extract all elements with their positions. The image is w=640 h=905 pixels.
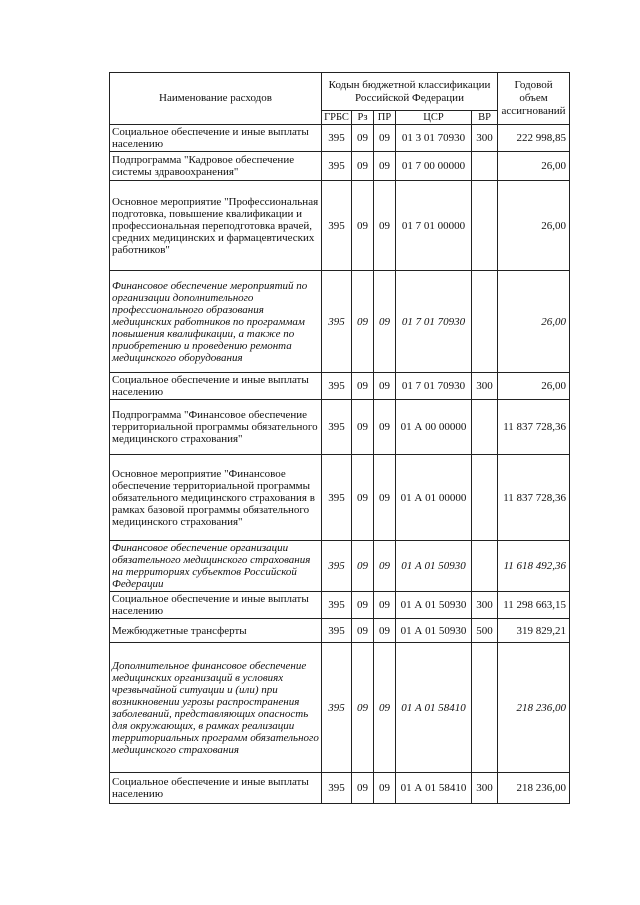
cell-vr (472, 181, 498, 271)
cell-pr: 09 (374, 773, 396, 804)
table-row (110, 541, 570, 592)
cell-vr (472, 400, 498, 455)
cell-amount: 218 236,00 (498, 643, 570, 773)
cell-csr: 01 7 00 00000 (396, 152, 472, 181)
cell-vr: 300 (472, 125, 498, 152)
cell-csr: 01 7 01 00000 (396, 181, 472, 271)
cell-pr: 09 (374, 643, 396, 773)
cell-grbs: 395 (322, 125, 352, 152)
table-row (110, 271, 570, 373)
table-row (110, 592, 570, 619)
cell-grbs: 395 (322, 773, 352, 804)
cell-amount: 26,00 (498, 152, 570, 181)
cell-rz: 09 (352, 773, 374, 804)
header-codes: Кодын бюджетной классификации Российской Федерации (322, 73, 498, 111)
cell-rz: 09 (352, 400, 374, 455)
cell-vr (472, 643, 498, 773)
cell-amount: 11 837 728,36 (498, 400, 570, 455)
cell-name: Подпрограмма "Кадровое обеспечение системы здравоохранения" (110, 152, 322, 181)
cell-name: Социальное обеспечение и иные выплаты населению (110, 373, 322, 400)
table-row (110, 400, 570, 455)
cell-grbs: 395 (322, 541, 352, 592)
cell-rz: 09 (352, 373, 374, 400)
cell-name: Социальное обеспечение и иные выплаты населению (110, 592, 322, 619)
header-pr: ПР (374, 111, 396, 125)
cell-rz: 09 (352, 541, 374, 592)
cell-name: Финансовое обеспечение организации обязательного медицинского страхования на территориях субъектов Российской Федерации (110, 541, 322, 592)
cell-rz: 09 (352, 125, 374, 152)
header-row (110, 73, 570, 111)
cell-pr: 09 (374, 152, 396, 181)
cell-pr: 09 (374, 271, 396, 373)
cell-amount: 26,00 (498, 373, 570, 400)
cell-grbs: 395 (322, 181, 352, 271)
header-vr: ВР (472, 111, 498, 125)
cell-rz: 09 (352, 592, 374, 619)
cell-name: Основное мероприятие "Финансовое обеспечение территориальной программы обязательного медицинского страхования в рамках базовой программы обязательного медицинского страхования" (110, 455, 322, 541)
header-csr: ЦСР (396, 111, 472, 125)
cell-vr: 500 (472, 619, 498, 643)
header-volume: Годовой объем ассигнований (498, 73, 570, 125)
cell-amount: 26,00 (498, 271, 570, 373)
cell-rz: 09 (352, 152, 374, 181)
cell-name: Финансовое обеспечение мероприятий по организации дополнительного профессионального образования медицинских работников по программам повышения квалификации, а также по приобретению и проведению ремонта медицинского оборудования (110, 271, 322, 373)
cell-grbs: 395 (322, 619, 352, 643)
cell-csr: 01 3 01 70930 (396, 125, 472, 152)
table-row (110, 125, 570, 152)
table-row (110, 373, 570, 400)
cell-vr (472, 541, 498, 592)
cell-vr (472, 271, 498, 373)
cell-amount: 222 998,85 (498, 125, 570, 152)
cell-amount: 11 618 492,36 (498, 541, 570, 592)
cell-csr: 01 А 01 58410 (396, 643, 472, 773)
cell-pr: 09 (374, 592, 396, 619)
cell-grbs: 395 (322, 373, 352, 400)
cell-csr: 01 А 01 00000 (396, 455, 472, 541)
table-row (110, 152, 570, 181)
table-row (110, 181, 570, 271)
cell-rz: 09 (352, 181, 374, 271)
cell-amount: 26,00 (498, 181, 570, 271)
cell-grbs: 395 (322, 643, 352, 773)
cell-rz: 09 (352, 455, 374, 541)
cell-grbs: 395 (322, 592, 352, 619)
cell-rz: 09 (352, 643, 374, 773)
cell-rz: 09 (352, 271, 374, 373)
cell-pr: 09 (374, 125, 396, 152)
cell-vr (472, 455, 498, 541)
cell-csr: 01 А 01 50930 (396, 619, 472, 643)
cell-name: Межбюджетные трансферты (110, 619, 322, 643)
cell-pr: 09 (374, 619, 396, 643)
header-rz: Рз (352, 111, 374, 125)
table-row (110, 619, 570, 643)
cell-csr: 01 А 01 50930 (396, 541, 472, 592)
cell-rz: 09 (352, 619, 374, 643)
cell-pr: 09 (374, 400, 396, 455)
cell-name: Основное мероприятие "Профессиональная подготовка, повышение квалификации и профессиональная переподготовка врачей, средних медицинских и фармацевтических работников" (110, 181, 322, 271)
cell-vr: 300 (472, 773, 498, 804)
cell-csr: 01 А 01 50930 (396, 592, 472, 619)
cell-name: Социальное обеспечение и иные выплаты населению (110, 773, 322, 804)
cell-vr: 300 (472, 592, 498, 619)
cell-amount: 11 837 728,36 (498, 455, 570, 541)
cell-csr: 01 А 00 00000 (396, 400, 472, 455)
cell-name: Социальное обеспечение и иные выплаты населению (110, 125, 322, 152)
cell-grbs: 395 (322, 152, 352, 181)
header-name: Наименование расходов (110, 73, 322, 125)
cell-pr: 09 (374, 455, 396, 541)
cell-grbs: 395 (322, 271, 352, 373)
cell-pr: 09 (374, 373, 396, 400)
cell-grbs: 395 (322, 400, 352, 455)
table-row (110, 455, 570, 541)
cell-csr: 01 7 01 70930 (396, 373, 472, 400)
cell-grbs: 395 (322, 455, 352, 541)
cell-pr: 09 (374, 541, 396, 592)
cell-vr: 300 (472, 373, 498, 400)
cell-vr (472, 152, 498, 181)
cell-amount: 11 298 663,15 (498, 592, 570, 619)
cell-name: Дополнительное финансовое обеспечение медицинских организаций в условиях чрезвычайной ситуации и (или) при возникновении угрозы распространения заболеваний, представляющих опасность для окружающих, в рамках реализации территориальных программ обязательного медицинского страхования (110, 643, 322, 773)
cell-csr: 01 А 01 58410 (396, 773, 472, 804)
cell-name: Подпрограмма "Финансовое обеспечение территориальной программы обязательного медицинского страхования" (110, 400, 322, 455)
table-row (110, 773, 570, 804)
cell-amount: 218 236,00 (498, 773, 570, 804)
cell-csr: 01 7 01 70930 (396, 271, 472, 373)
cell-amount: 319 829,21 (498, 619, 570, 643)
header-grbs: ГРБС (322, 111, 352, 125)
cell-pr: 09 (374, 181, 396, 271)
table-row (110, 643, 570, 773)
budget-table (109, 72, 570, 804)
